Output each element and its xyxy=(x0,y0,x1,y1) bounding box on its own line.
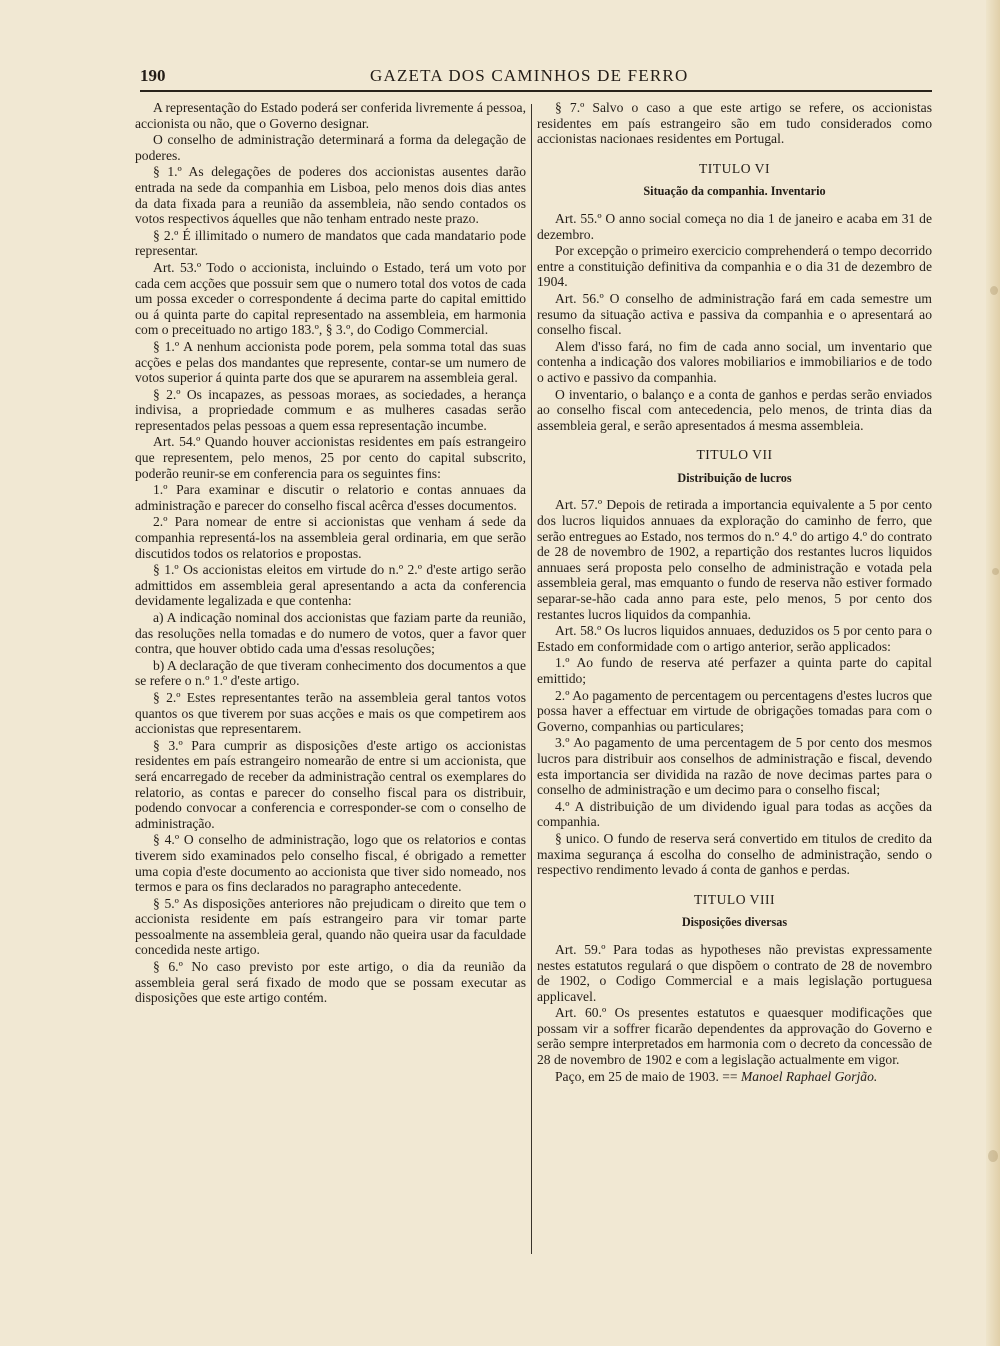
paragraph: § 1.º A nenhum accionista pode porem, pela somma total das suas acções e pelas dos mandantes que represente, contar-se um numero de votos superior á quinta parte dos que se apurarem na assembleia geral. xyxy=(135,338,526,386)
section-subtitle: Disposições diversas xyxy=(681,915,788,930)
right-column xyxy=(537,100,932,1084)
paragraph: § unico. O fundo de reserva será convertido em titulos de credito da maxima segurança á escolha do conselho de administração, sendo o respectivo rendimento levado á conta de ganhos e perdas. xyxy=(537,830,932,878)
section-title: TITULO VIII xyxy=(693,891,776,907)
paper-stain xyxy=(988,1150,998,1162)
paragraph: § 1.º Os accionistas eleitos em virtude do n.º 2.º d'este artigo serão admittidos em assembleia geral apresentando a acta da conferencia devidamente legalizada e que contenha: xyxy=(135,562,526,609)
paragraph: § 2.º Os incapazes, as pessoas moraes, as sociedades, a herança indivisa, a propriedade commum e as mulheres casadas serão representados pelas pessoas a quem essa representação incumbe. xyxy=(135,386,526,433)
paragraph: 1.º Ao fundo de reserva até perfazer a quinta parte do capital emittido; xyxy=(537,655,932,686)
left-column xyxy=(135,100,526,1006)
page-edge xyxy=(986,0,1000,1346)
paragraph: 3.º Ao pagamento de uma percentagem de 5 por cento dos mesmos lucros para distribuir aos conselhos de administração e fiscal, devendo esta importancia ser dividida na razão de nove decimas partes para o conselho de administração e um decimo para o conselho fiscal; xyxy=(537,735,932,798)
paragraph: Art. 60.º Os presentes estatutos e quaesquer modificações que possam vir a soffrer ficarão dependentes da approvação do Governo e serão sempre interpretados em harmonia com o decreto da concessão de 28 de novembro de 1902 e com a legislação actualmente em vigor. xyxy=(537,1005,932,1068)
signature-name: Manoel Raphael Gorjão. xyxy=(740,1068,878,1084)
journal-title: GAZETA DOS CAMINHOS DE FERRO xyxy=(370,66,689,85)
paragraph: Art. 59.º Para todas as hypotheses não previstas expressamente nestes estatutos regulará o que dispõem o contrato de 28 de novembro de 1902, o Codigo Commercial e a mais legislação portuguesa applicavel. xyxy=(537,941,932,1004)
paragraph: Art. 54.º Quando houver accionistas residentes em país estrangeiro que representem, pelo menos, 25 por cento do capital subscrito, poderão reunir-se em conferencia para os seguintes fins: xyxy=(135,434,526,481)
column-divider xyxy=(531,104,532,1254)
paragraph: § 5.º As disposições anteriores não prejudicam o direito que tem o accionista residente em país estrangeiro para vir tomar parte pessoalmente na assembleia geral, quando não queira usar da faculdade concedida neste artigo. xyxy=(135,895,526,958)
paragraph: Alem d'isso fará, no fim de cada anno social, um inventario que contenha a indicação dos valores mobiliarios e immobiliarios e de todo o activo e passivo da companhia. xyxy=(537,338,932,385)
paragraph: A representação do Estado poderá ser conferida livremente á pessoa, accionista ou não, que o Governo designar. xyxy=(135,100,526,131)
paragraph: § 6.º No caso previsto por este artigo, o dia da reunião da assembleia geral será fixado de modo que se possam executar as disposições que este artigo contém. xyxy=(135,959,526,1006)
paper-stain xyxy=(992,568,999,575)
paragraph: Art. 58.º Os lucros liquidos annuaes, deduzidos os 5 por cento para o Estado em conformidade com o artigo anterior, serão applicados: xyxy=(537,623,932,654)
paragraph: O inventario, o balanço e a conta de ganhos e perdas serão enviados ao conselho fiscal com antecedencia, pelo menos, de trinta dias da assembleia geral, e serão apresentados á mesma assembleia. xyxy=(537,386,932,433)
section-title: TITULO VII xyxy=(696,447,773,463)
paragraph: O conselho de administração determinará a forma da delegação de poderes. xyxy=(135,132,526,163)
paragraph: b) A declaração de que tiveram conhecimento dos documentos a que se refere o n.º 1.º d'este artigo. xyxy=(135,657,526,689)
paragraph: § 2.º Estes representantes terão na assembleia geral tantos votos quantos os que tiverem por suas acções e mais os que competirem aos accionistas que representarem. xyxy=(135,689,526,737)
signature-line xyxy=(537,1069,932,1085)
paragraph: 2.º Ao pagamento de percentagem ou percentagens d'estes lucros que possa haver a effectuar em virtude de obrigações tomadas para com o Governo, companhias ou particulares; xyxy=(537,687,932,734)
section-title: TITULO VI xyxy=(698,160,771,176)
paragraph: § 7.º Salvo o caso a que este artigo se refere, os accionistas residentes em país estrangeiro são em tudo considerados como accionistas nacionaes residentes em Portugal. xyxy=(537,100,932,147)
paragraph: Art. 53.º Todo o accionista, incluindo o Estado, terá um voto por cada cem acções que possuir sem que o numero total dos votos de cada um possa exceder o correspondente á decima parte do capital emittido ou á quinta parte do capital representado na assembleia, em harmonia com o preceituado no artigo 183.º, § 3.º, do Codigo Commercial. xyxy=(135,259,526,338)
paragraph: 2.º Para nomear de entre si accionistas que venham á sede da companhia representá-los na assembleia geral ordinaria, em que serão discutidos todos os relatorios e propostas. xyxy=(135,514,526,561)
paper-stain xyxy=(990,286,998,295)
paragraph: § 1.º As delegações de poderes dos accionistas ausentes darão entrada na sede da companhia em Lisboa, pelo menos dois dias antes da data fixada para a reunião da assembleia, não sendo contados os votos respectivos áquelles que não tenham entrado neste prazo. xyxy=(135,164,526,227)
paragraph: § 2.º É illimitado o numero de mandatos que cada mandatario pode representar. xyxy=(135,227,526,259)
paragraph: 1.º Para examinar e discutir o relatorio e contas annuaes da administração e parecer do conselho fiscal acêrca d'esses documentos. xyxy=(135,482,526,513)
paragraph: a) A indicação nominal dos accionistas que faziam parte da reunião, das resoluções nella tomadas e do numero de votos, quer a favor quer contra, que houver obtido cada uma d'essas resoluções; xyxy=(135,610,526,657)
paragraph: Art. 56.º O conselho de administração fará em cada semestre um resumo da situação activa e passiva da companhia e o apresentará ao conselho fiscal. xyxy=(537,290,932,338)
section-subtitle: Distribuição de lucros xyxy=(677,470,792,485)
paragraph: Art. 55.º O anno social começa no dia 1 de janeiro e acaba em 31 de dezembro. xyxy=(537,210,932,242)
page-header xyxy=(140,64,932,92)
paragraph: Por excepção o primeiro exercicio comprehenderá o tempo decorrido entre a constituição definitiva da companhia e o dia 31 de dezembro de 1904. xyxy=(537,243,932,290)
signature-place-date: Paço, em 25 de maio de 1903. == xyxy=(555,1068,738,1084)
section-subtitle: Situação da companhia. Inventario xyxy=(643,184,826,199)
page-number: 190 xyxy=(140,66,166,85)
paragraph: § 4.º O conselho de administração, logo que os relatorios e contas tiverem sido examinados pelo conselho fiscal, é obrigado a remetter uma copia d'este documento ao accionista que tiver sido nomeado, nos termos e para os fins declarados no paragrapho antecedente. xyxy=(135,832,526,895)
paragraph: 4.º A distribuição de um dividendo igual para todas as acções da companhia. xyxy=(537,798,932,830)
paragraph: Art. 57.º Depois de retirada a importancia equivalente a 5 por cento dos lucros liquidos annuaes da exploração do caminho de ferro, que serão entregues ao Estado, nos termos do n.º 4.º do artigo 4.º do contrato de 28 de novembro de 1902, a repartição dos restantes lucros liquidos annuaes será proposta pelo conselho de administração e votada pela assembleia geral, mas emquanto o fundo de reserva não estiver formado separar-se-hão cada anno para este, pelo menos, 5 por cento dos restantes lucros liquidos da companhia. xyxy=(537,497,932,622)
paragraph: § 3.º Para cumprir as disposições d'este artigo os accionistas residentes em país estrangeiro nomearão de entre si um accionista, que será encarregado de receber da administração central os exemplares do relatorio, as contas e parecer do conselho fiscal para os distribuir, podendo convocar a conferencia e corresponder-se com o conselho de administração. xyxy=(135,737,526,831)
